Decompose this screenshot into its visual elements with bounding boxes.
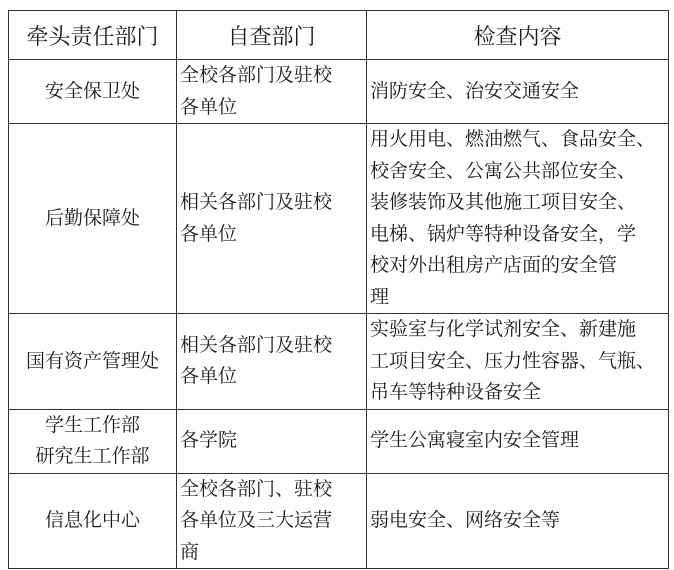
- content-line: 实验室与化学试剂安全、新建施: [370, 318, 637, 340]
- self-check-line: 相关各部门及驻校: [180, 191, 333, 213]
- lead-dept-line: 国有资产管理处: [25, 349, 159, 372]
- table-row: [9, 409, 669, 473]
- lead-dept-line: 安全保卫处: [44, 79, 140, 102]
- check-content-cell: [367, 473, 669, 569]
- header-lead-dept: 牵头责任部门: [9, 11, 177, 60]
- content-line: 消防安全、治安交通安全: [370, 79, 580, 102]
- table-row: [9, 473, 669, 569]
- lead-dept-cell: [9, 409, 177, 473]
- self-check-dept-cell: [177, 124, 367, 314]
- self-check-line: 全校各部门、驻校: [180, 477, 333, 500]
- check-content-cell: [367, 314, 669, 410]
- self-check-line: 各单位: [180, 365, 238, 388]
- header-self-check-dept: 自查部门: [177, 11, 367, 60]
- self-check-line: 商: [180, 540, 200, 563]
- table-row: [9, 124, 669, 314]
- header-row: [9, 11, 669, 60]
- self-check-dept-cell: [177, 314, 367, 410]
- content-line: 弱电安全、网络安全等: [370, 509, 561, 531]
- lead-dept-line: 信息化中心: [44, 509, 140, 531]
- content-line: 装修装饰及其他施工项目安全、: [370, 191, 637, 213]
- content-line: 校对外出租房产店面的安全管: [370, 254, 618, 276]
- lead-dept-line: 研究生工作部: [35, 445, 150, 467]
- check-content-cell: [367, 124, 669, 314]
- self-check-dept-cell: [177, 409, 367, 473]
- self-check-line: 相关各部门及驻校: [180, 333, 333, 356]
- content-line: 吊车等特种设备安全: [370, 381, 542, 403]
- check-content-cell: [367, 60, 669, 124]
- content-line: 工项目安全、压力性容器、气瓶、: [370, 349, 656, 372]
- lead-dept-cell: [9, 124, 177, 314]
- responsibility-table: [8, 10, 669, 569]
- lead-dept-line: 学生工作部: [44, 413, 140, 436]
- content-line: 校舍安全、公寓公共部位安全、: [370, 159, 637, 182]
- table-row: [9, 314, 669, 410]
- lead-dept-cell: [9, 314, 177, 410]
- lead-dept-line: 后勤保障处: [44, 206, 140, 229]
- content-line: 电梯、锅炉等特种设备安全，学: [370, 222, 637, 245]
- content-line: 用火用电、燃油燃气、食品安全、: [370, 128, 656, 150]
- self-check-line: 各单位: [180, 95, 238, 118]
- content-line: 学生公寓寝室内安全管理: [370, 429, 580, 452]
- self-check-dept-cell: [177, 473, 367, 569]
- lead-dept-cell: [9, 60, 177, 124]
- self-check-dept-cell: [177, 60, 367, 124]
- self-check-line: 各单位: [180, 222, 238, 245]
- self-check-line: 各学院: [180, 429, 238, 452]
- table-row: [9, 60, 669, 124]
- header-check-content: 检查内容: [367, 11, 669, 60]
- check-content-cell: [367, 409, 669, 473]
- content-line: 理: [370, 285, 390, 308]
- self-check-line: 全校各部门及驻校: [180, 64, 333, 86]
- lead-dept-cell: [9, 473, 177, 569]
- self-check-line: 各单位及三大运营: [180, 509, 333, 531]
